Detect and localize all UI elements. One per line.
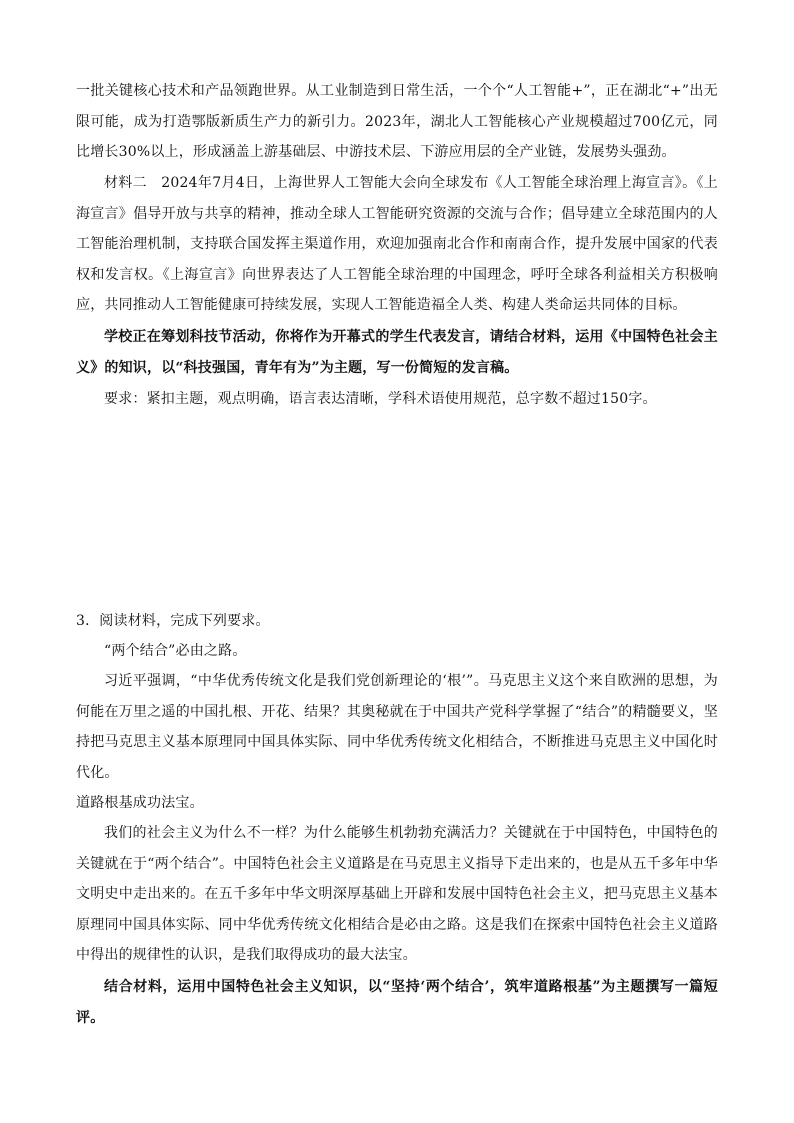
requirement-q2: 要求：紧扣主题，观点明确，语言表达清晰，学科术语使用规范，总字数不超过150字。 bbox=[104, 391, 657, 407]
q3-subheading-two: 道路根基成功法宝。 bbox=[76, 795, 204, 811]
q3-paragraph-two: 我们的社会主义为什么不一样？为什么能够生机勃勃充满活力？关键就在于中国特色，中国特色的关键就在于“两个结合”。中国特色社会主义道路是在马克思主义指导下走出来的，也是从五千多年中华文明史中走出来的。在五千多年中华文明深厚基础上开辟和发展中国特色社会主义，把马克思主义基本原理同中国具体实际、同中华优秀传统文化相结合是必由之路。这是我们在探索中国特色社会主义道路中得出的规律性的认识，是我们取得成功的最大法宝。 bbox=[76, 825, 718, 963]
paragraph-material-two: 材料二 2024年7月4日，上海世界人工智能大会向全球发布《人工智能全球治理上海宣言》。《上海宣言》倡导开放与共享的精神，推动全球人工智能研究资源的交流与合作；倡导建立全球范围内的人工智能治理机制，支持联合国发挥主渠道作用，欢迎加强南北合作和南南合作，提升发展中国家的代表权和发言权。《上海宣言》向世界表达了人工智能全球治理的中国理念，呼吁全球各利益相关方积极响应，共同推动人工智能健康可持续发展，实现人工智能造福全人类、构建人类命运共同体的目标。 bbox=[76, 175, 718, 313]
paragraph-material-one-continued: 一批关键核心技术和产品领跑世界。从工业制造到日常生活，一个个“人工智能+”，正在湖北“+”出无限可能，成为打造鄂版新质生产力的新引力。2023年，湖北人工智能核心产业规模超过700亿元，同比增长30%以上，形成涵盖上游基础层、中游技术层、下游应用层的全产业链，发展势头强劲。 bbox=[76, 83, 718, 160]
task-instruction-q3: 结合材料，运用中国特色社会主义知识，以“坚持‘两个结合’，筑牢道路根基”为主题撰写一篇短评。 bbox=[76, 979, 718, 1026]
q3-subheading-one: “两个结合”必由之路。 bbox=[104, 643, 247, 659]
question-3-title: 3．阅读材料，完成下列要求。 bbox=[76, 613, 270, 629]
task-instruction-q2: 学校正在筹划科技节活动，你将作为开幕式的学生代表发言，请结合材料，运用《中国特色社会主义》的知识，以“科技强国，青年有为”为主题，写一份简短的发言稿。 bbox=[76, 329, 718, 376]
q3-paragraph-one: 习近平强调，“中华优秀传统文化是我们党创新理论的‘根’”。马克思主义这个来自欧洲的思想，为何能在万里之遥的中国扎根、开花、结果？其奥秘就在于中国共产党科学掌握了“结合”的精髓要义，坚持把马克思主义基本原理同中国具体实际、同中华优秀传统文化相结合，不断推进马克思主义中国化时代化。 bbox=[76, 673, 718, 781]
